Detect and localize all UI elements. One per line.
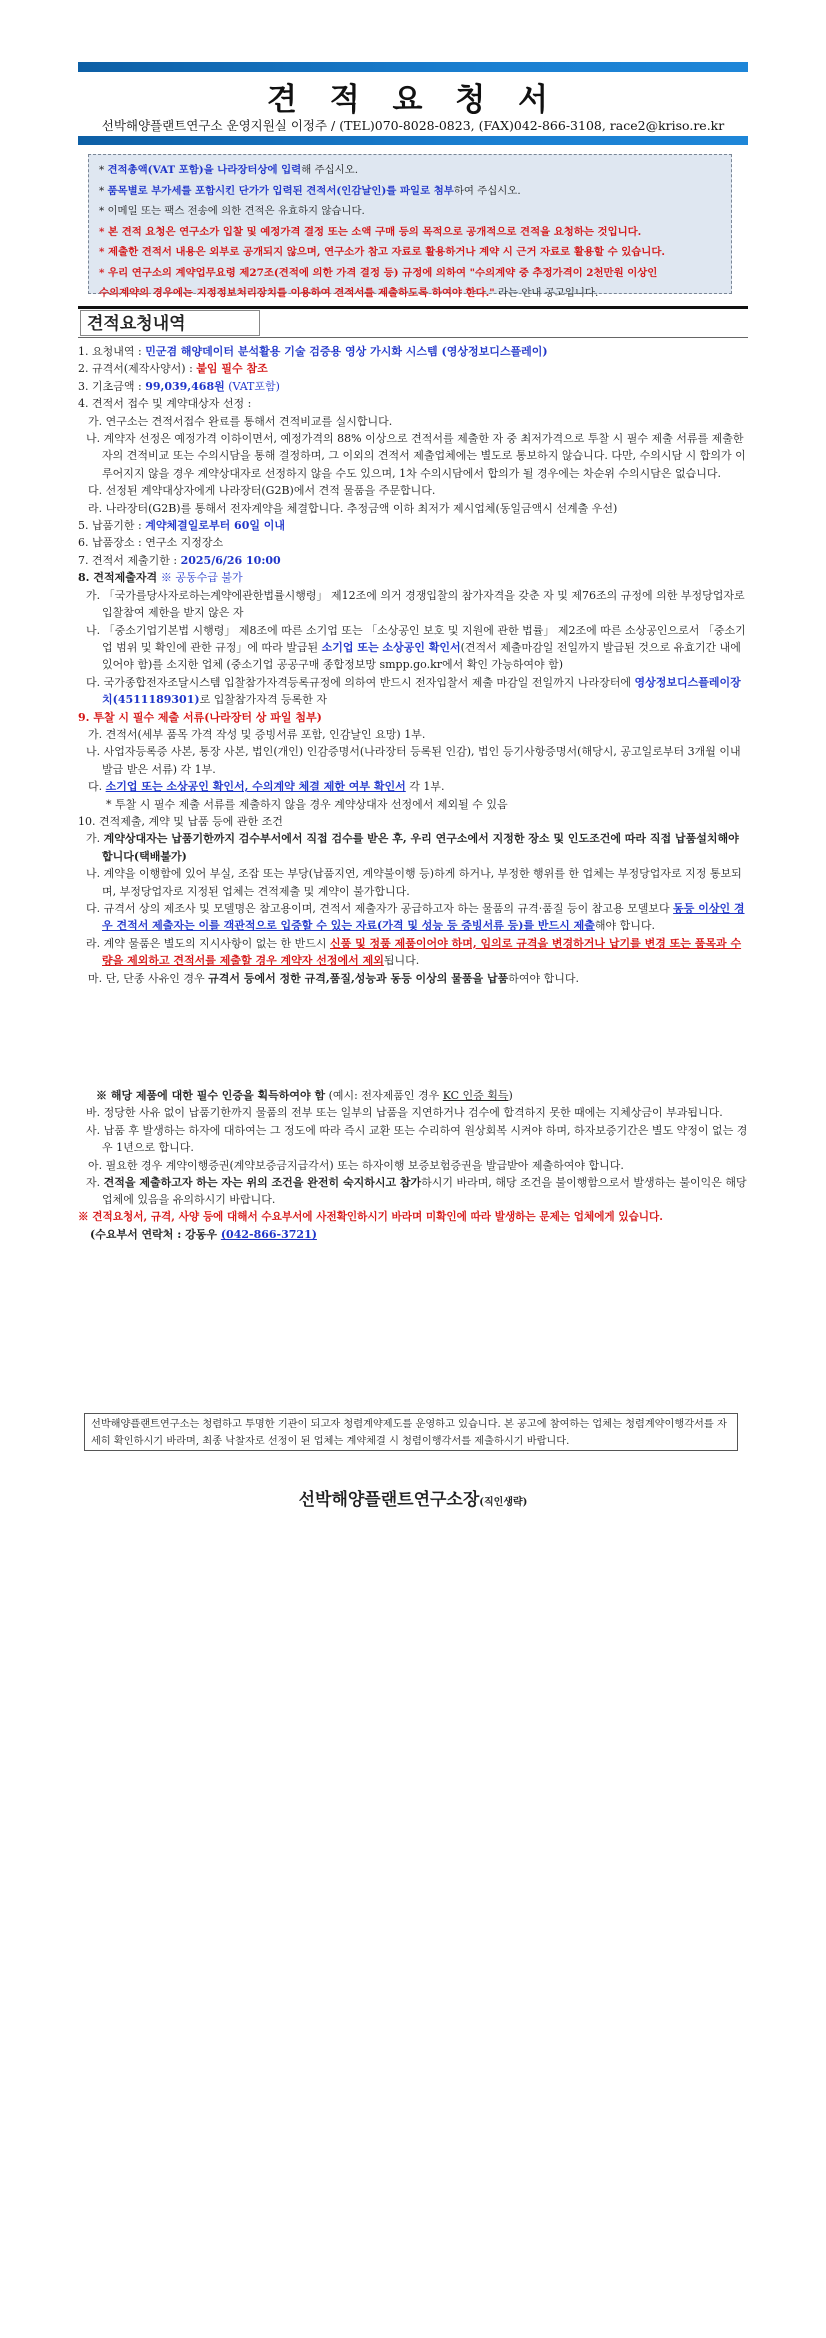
item-10-ja-text: 자. <box>86 1176 104 1190</box>
item-10-ja-text-2: 하시기 바라며, 해당 조건을 불이행함으로서 발생하는 불이익은 해당 업체에 있음을 유의하시기 바랍니다. <box>102 1176 747 1207</box>
notice-text: 해 주십시오. <box>301 164 359 176</box>
signature-seal: (직인생략) <box>479 1497 528 1508</box>
item-2-label: 2. 규격서(제작사양서) : <box>78 362 197 376</box>
notice-line <box>99 181 721 202</box>
notice-text: 수의계약의 경우에는 지정정보처리장치를 이용하여 견적서를 제출하도록 하여야 한다." <box>99 287 495 299</box>
notice-line <box>99 201 721 222</box>
item-10-ma-text: 마. 단, 단종 사유인 경우 <box>88 971 209 985</box>
department-phone: (042-866-3721) <box>220 1228 317 1242</box>
item-5-value: 계약체결일로부터 60일 이내 <box>145 519 286 533</box>
department-contact-label: (수요부서 연락처 : 강동우 <box>90 1228 221 1242</box>
notice-text: 견적총액(VAT 포함)을 나라장터상에 입력 <box>107 164 302 176</box>
item-4-na: 나. 계약자 선정은 예정가격 이하이면서, 예정가격의 88% 이상으로 견적서를 제출한 자 중 최저가격으로 투찰 시 필수 제출 서류를 제출한 자의 견적비교 또는 수의시담을 통해 결정하며, 그 이외의 견적서 제출업체에는 별도로 통보하지 않습니다. 다만, 수의시담 시 합의가 이루어지지 않을 경우 계약상대자로 선정하지 않을 수도 있으며, 1차 수의시담에서 합의가 될 경우에는 차순위 수의시담은 없습니다. <box>86 432 746 480</box>
item-10-ja-emph: 견적을 제출하고자 하는 자는 위의 조건을 완전히 숙지하시고 참가 <box>103 1176 422 1190</box>
item-10-ra-text-2: 됩니다. <box>383 954 420 968</box>
certification-emph: ※ 해당 제품에 대한 필수 인증을 획득하여야 함 <box>96 1089 326 1103</box>
item-9-note: * 투찰 시 필수 제출 서류를 제출하지 않을 경우 계약상대자 선정에서 제외될 수 있음 <box>106 797 508 811</box>
item-10-ga-emph: 계약상대자는 납품기한까지 검수부서에서 직접 검수를 받은 후, 우리 연구소에서 지정한 장소 및 인도조건에 따라 직접 납품설치해야 합니다(택배불가) <box>102 832 739 863</box>
item-10-ra-emph: 신품 및 정품 제품이어야 하며, 임의로 규격을 변경하거나 납기를 변경 또는 품목과 수량을 제외하고 견적서를 제출할 경우 계약자 선정에서 제외 <box>102 936 742 968</box>
item-8-na-text-2: (견적서 제출마감일 전일까지 발급된 것으로 유효기간 내에 있어야 함)를 소지한 업체 (중소기업 공공구매 종합정보망 smpp.go.kr에서 확인 가능하여야 함) <box>102 640 741 672</box>
header-bottom-bar <box>78 136 748 145</box>
item-3-label: 3. 기초금액 : <box>78 379 146 393</box>
item-4: 4. 견적서 접수 및 계약대상자 선정 : <box>78 397 252 411</box>
document-title: 견 적 요 청 서 <box>267 82 559 118</box>
item-8-na <box>78 622 748 674</box>
item-5 <box>78 517 748 534</box>
item-10-sa: 사. 납품 후 발생하는 하자에 대하여는 그 정도에 따라 즉시 교환 또는 수리하여 원상회복 시켜야 하며, 하자보증기간은 별도 약정이 없는 경우 1년으로 합니다. <box>86 1123 748 1155</box>
item-7-value: 2025/6/26 10:00 <box>180 553 281 567</box>
item-8-ga: 가. 「국가를당사자로하는계약에관한법률시행령」 제12조에 의거 경쟁입찰의 참가자격을 갖춘 자 및 제76조의 규정에 의한 부정당업자로 입찰참여 제한을 받지 않은 자 <box>86 588 745 620</box>
notice-text: 라는 안내 공고입니다. <box>494 287 599 299</box>
item-10-ga-text: 가. <box>86 832 104 846</box>
notice-text: * 본 견적 요청은 연구소가 입찰 및 예정가격 결정 또는 소액 구매 등의 목적으로 공개적으로 견적을 요청하는 것입니다. <box>99 225 642 238</box>
item-8-na-emph: 소기업 또는 소상공인 확인서 <box>321 640 461 654</box>
item-10-ja <box>78 1174 748 1209</box>
item-1-label: 1. 요청내역 : <box>78 345 146 358</box>
certification-text: (예시: 전자제품인 경우 <box>325 1089 443 1103</box>
item-9-da <box>78 778 748 795</box>
item-7-label: 7. 견적서 제출기한 : <box>78 553 181 567</box>
item-9-ga: 가. 견적서(세부 품목 가격 작성 및 증빙서류 포함, 인감날인 요망) 1부. <box>88 727 426 741</box>
item-9-da-text-2: 각 1부. <box>405 780 445 794</box>
item-4-da: 다. 선정된 계약대상자에게 나라장터(G2B)에서 견적 물품을 주문합니다. <box>88 484 436 498</box>
item-9: 9. 투찰 시 필수 제출 서류(나라장터 상 파일 첨부) <box>78 710 322 724</box>
item-10-da-text: 다. 규격서 상의 제조사 및 모델명은 참고용이며, 견적서 제출자가 공급하고자 하는 물품의 규격·품질 등이 참고용 모델보다 <box>86 902 674 915</box>
item-9-na: 나. 사업자등록증 사본, 통장 사본, 법인(개인) 인감증명서(나라장터 등록된 인감), 법인 등기사항증명서(해당시, 공고일로부터 3개월 이내 발급 받은 서류) 각 1부. <box>86 745 741 776</box>
item-8-da-text-2: 로 입찰참가자격 등록한 자 <box>199 693 327 707</box>
notice-line <box>99 160 721 181</box>
request-details <box>78 343 748 1244</box>
item-10-ma-emph: 규격서 등에서 정한 규격,품질,성능과 동등 이상의 물품을 납품 <box>208 971 509 985</box>
notice-text: * <box>99 164 108 176</box>
warning-note: ※ 견적요청서, 규격, 사양 등에 대해서 수요부서에 사전확인하시기 바라며 미확인에 따라 발생하는 문제는 업체에게 있습니다. <box>78 1210 663 1223</box>
item-10-da-emph: 동등 이상인 경우 견적서 제출자는 이를 객관적으로 입증할 수 있는 자료(가격 및 성능 등 증빙서류 등)를 반드시 제출 <box>102 902 745 933</box>
item-1-value: 민군겸 해양데이터 분석활용 기술 검증용 영상 가시화 시스템 (영상정보디스플레이) <box>145 345 548 358</box>
item-10-ma <box>78 970 748 987</box>
department-contact <box>78 1226 748 1243</box>
item-10-da-text-2: 해야 합니다. <box>594 919 656 933</box>
item-10-ga <box>78 830 748 865</box>
notice-text: * 우리 연구소의 계약업무요령 제27조(견적에 의한 가격 결정 등) 규정에 의하여 "수의계약 중 추정가격이 2천만원 이상인 <box>99 266 658 279</box>
integrity-notice-box: 선박해양플랜트연구소는 청렴하고 투명한 기관이 되고자 청렴계약제도를 운영하고 있습니다. 본 공고에 참여하는 업체는 청렴계약이행각서를 자세히 확인하시기 바라며, 최종 낙찰자로 선정이 된 업체는 계약체결 시 청렴이행각서를 제출하시기 바랍니다. <box>84 1413 738 1451</box>
header-top-bar <box>78 62 748 72</box>
section-title: 견적요청내역 <box>80 310 260 336</box>
item-1 <box>78 343 748 360</box>
blank-space <box>78 987 748 1087</box>
item-10-ra-text: 라. 계약 물품은 별도의 지시사항이 없는 한 반드시 <box>86 936 330 950</box>
item-8-da <box>78 674 748 709</box>
item-8 <box>78 569 748 586</box>
item-4-ga: 가. 연구소는 견적서접수 완료를 통해서 견적비교를 실시합니다. <box>88 414 393 428</box>
notice-text: * 제출한 견적서 내용은 외부로 공개되지 않으며, 연구소가 참고 자료로 활용하거나 계약 시 근거 자료로 활용할 수 있습니다. <box>99 246 665 258</box>
notice-line <box>99 263 721 284</box>
notice-text: 하여 주십시오. <box>453 184 521 197</box>
item-4-ra: 라. 나라장터(G2B)를 통해서 전자계약을 체결합니다. 추정금액 이하 최저가 제시업체(동일금액시 선계출 우선) <box>88 501 618 515</box>
notice-line <box>99 242 721 263</box>
item-9-da-emph: 소기업 또는 소상공인 확인서, 수의계약 체결 제한 여부 확인서 <box>105 780 406 794</box>
notice-text: * 이메일 또는 팩스 전송에 의한 견적은 유효하지 않습니다. <box>99 205 365 217</box>
item-7 <box>78 552 748 569</box>
signature-name: 선박해양플랜트연구소장 <box>298 1490 480 1510</box>
item-10-a: 아. 필요한 경우 계약이행증권(계약보증금지급각서) 또는 하자이행 보증보험증권을 발급받아 제출하여야 합니다. <box>88 1158 624 1172</box>
notice-line <box>99 283 721 304</box>
section-top-rule <box>78 306 748 309</box>
item-10-da <box>78 900 748 935</box>
item-6: 6. 납품장소 : 연구소 지정장소 <box>78 536 224 550</box>
item-2-value: 붙임 필수 참조 <box>196 362 268 376</box>
certification-text-end: ) <box>508 1089 513 1103</box>
item-10-na: 나. 계약을 이행함에 있어 부실, 조잡 또는 부당(납품지연, 계약불이행 등)하게 하거나, 부정한 행위를 한 업체는 부정당업자로 지정 통보되며, 부정당업자로 지정된 업체는 견적제출 및 계약이 불가합니다. <box>86 867 742 898</box>
item-8-label: 8. 견적제출자격 <box>78 571 161 585</box>
item-2 <box>78 360 748 377</box>
item-9-da-text: 다. <box>88 780 106 794</box>
item-5-label: 5. 납품기한 : <box>78 519 146 533</box>
item-8-value: ※ 공동수급 불가 <box>160 571 243 585</box>
notice-line <box>99 222 721 243</box>
item-10-ra <box>78 935 748 970</box>
notice-text: 품목별로 부가세를 포함시킨 단가가 입력된 견적서(인감날인)를 파일로 첨부 <box>107 184 454 197</box>
notice-box <box>88 154 732 299</box>
item-10: 10. 견적제출, 계약 및 납품 등에 관한 조건 <box>78 814 283 828</box>
item-3 <box>78 378 748 395</box>
section-bottom-rule <box>78 337 748 338</box>
certification-underline: KC 인증 획득 <box>442 1089 509 1103</box>
item-10-ba: 바. 정당한 사유 없이 납품기한까지 물품의 전부 또는 일부의 납품을 지연하거나 검수에 합격하지 못한 때에는 지체상금이 부과됩니다. <box>86 1106 723 1120</box>
signature-block <box>78 1485 748 1510</box>
certification-note <box>78 1087 748 1104</box>
item-8-da-text: 다. 국가종합전자조달시스템 입찰참가자격등록규정에 의하여 반드시 전자입찰서 제출 마감일 전일까지 나라장터에 <box>86 675 635 689</box>
item-3-value: 99,039,468원 <box>145 379 225 393</box>
item-10-ma-text-2: 하여야 합니다. <box>508 971 579 985</box>
notice-text: * <box>99 184 108 197</box>
item-3-vat: (VAT포함) <box>224 379 280 393</box>
item-8-da-emph: 영상정보디스플레이장치(4511189301) <box>102 675 741 707</box>
item-8-na-text: 나. 「중소기업기본법 시행령」 제8조에 따른 소기업 또는 「소상공인 보호 및 지원에 관한 법률」 제2조에 따른 소상공인으로서 「중소기업 범위 및 확인에 관한 규정」에 따라 발급된 <box>86 623 746 654</box>
contact-line: 선박해양플랜트연구소 운영지원실 이정주 / (TEL)070-8028-0823, (FAX)042-866-3108, race2@kriso.re.kr <box>101 118 725 133</box>
